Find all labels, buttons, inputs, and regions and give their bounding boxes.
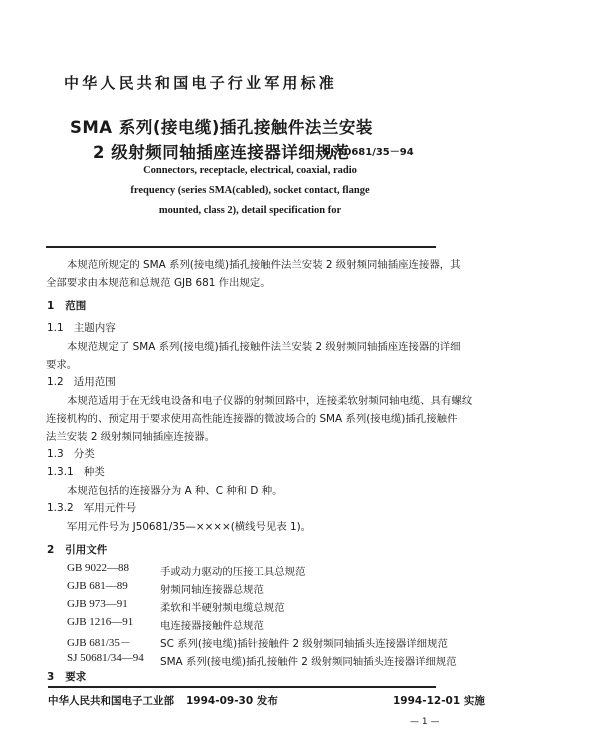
title-en-line-2: frequency (series SMA(cabled), socket contact, flange [130, 185, 370, 196]
title-zh-line-2: 2 级射频同轴插座连接器详细规范 [93, 143, 350, 162]
section-title: 范围 [65, 300, 87, 312]
page-number: — 1 — [410, 717, 440, 727]
intro-line-2: 全部要求由本规范和总规范 GJB 681 作出规定。 [46, 277, 271, 289]
reference-code: GB 9022—88 [67, 562, 130, 574]
section-3-heading [47, 669, 86, 684]
section-number: 1.2 [47, 376, 64, 388]
section-number: 3 [47, 671, 55, 683]
section-1-heading [47, 298, 86, 313]
section-number: 1.3.2 [47, 502, 74, 514]
reference-title: SMA 系列(接电缆)插孔接触件 2 级射频同轴插头连接器详细规范 [160, 656, 457, 668]
reference-code: SJ 50681/34—94 [67, 652, 144, 664]
effective-date: 1994-12-01 实施 [393, 695, 485, 707]
section-number: 1 [47, 300, 55, 312]
intro-line-1: 本规范所规定的 SMA 系列(接电缆)插孔接触件法兰安装 2 级射频同轴插座连接器，其 [67, 259, 461, 271]
section-1-3-heading [47, 446, 95, 461]
reference-title: 手或动力驱动的压接工具总规范 [160, 566, 306, 578]
section-1-3-1-line-1: 本规范包括的连接器分为 A 种、C 种和 D 种。 [67, 485, 283, 497]
reference-title: 柔软和半硬射频电缆总规范 [160, 602, 285, 614]
title-en-line-1: Connectors, receptacle, electrical, coaxial, radio [143, 165, 357, 176]
section-1-2-line-2: 连接机构的、预定用于要求使用高性能连接器的微波场合的 SMA 系列(接电缆)插孔接触件 [46, 413, 458, 425]
section-number: 1.3.1 [47, 466, 74, 478]
section-1-3-2-line-1: 军用元件号为 J50681/35—××××(横线号见表 1)。 [67, 521, 312, 533]
section-title: 种类 [83, 466, 105, 478]
section-title: 要求 [65, 671, 87, 683]
reference-title: 电连接器接触件总规范 [160, 620, 264, 632]
section-number: 1.3 [47, 448, 64, 460]
issuer: 中华人民共和国电子工业部 [48, 695, 174, 707]
section-1-3-1-heading [47, 464, 105, 479]
section-number: 1.1 [47, 322, 64, 334]
footer-divider [48, 686, 436, 688]
title-en-line-3: mounted, class 2), detail specification for [158, 205, 342, 216]
standard-organization: 中华人民共和国电子行业军用标准 [64, 74, 338, 92]
reference-title: SC 系列(接电缆)插针接触件 2 级射频同轴插头连接器详细规范 [160, 638, 448, 650]
section-1-2-line-1: 本规范适用于在无线电设备和电子仪器的射频回路中，连接柔软射频同轴电缆、具有螺纹 [67, 395, 473, 407]
standard-code: SJ 50681/35－94 [323, 147, 414, 158]
section-2-heading [47, 542, 107, 557]
title-zh-line-1: SMA 系列(接电缆)插孔接触件法兰安装 [70, 118, 373, 137]
section-1-1-heading [47, 320, 116, 335]
section-number: 2 [47, 544, 55, 556]
reference-title: 射频同轴连接器总规范 [160, 584, 264, 596]
reference-code: GJB 973—91 [67, 598, 128, 610]
section-title: 主题内容 [73, 322, 116, 334]
section-1-1-line-1: 本规范规定了 SMA 系列(接电缆)插孔接触件法兰安装 2 级射频同轴插座连接器的详细 [67, 341, 461, 353]
section-title: 分类 [73, 448, 95, 460]
section-title: 军用元件号 [83, 502, 137, 514]
reference-code: GJB 1216—91 [67, 616, 134, 628]
section-title: 适用范围 [73, 376, 116, 388]
section-1-3-2-heading [47, 500, 136, 515]
section-1-2-line-3: 法兰安装 2 级射频同轴插座连接器。 [46, 431, 216, 443]
reference-code: GJB 681/35－ [67, 637, 131, 649]
issue-date: 1994-09-30 发布 [186, 695, 278, 707]
reference-code: GJB 681—89 [67, 580, 128, 592]
section-1-1-line-2: 要求。 [46, 359, 78, 371]
header-divider [46, 246, 436, 248]
section-1-2-heading [47, 374, 116, 389]
section-title: 引用文件 [65, 544, 108, 556]
